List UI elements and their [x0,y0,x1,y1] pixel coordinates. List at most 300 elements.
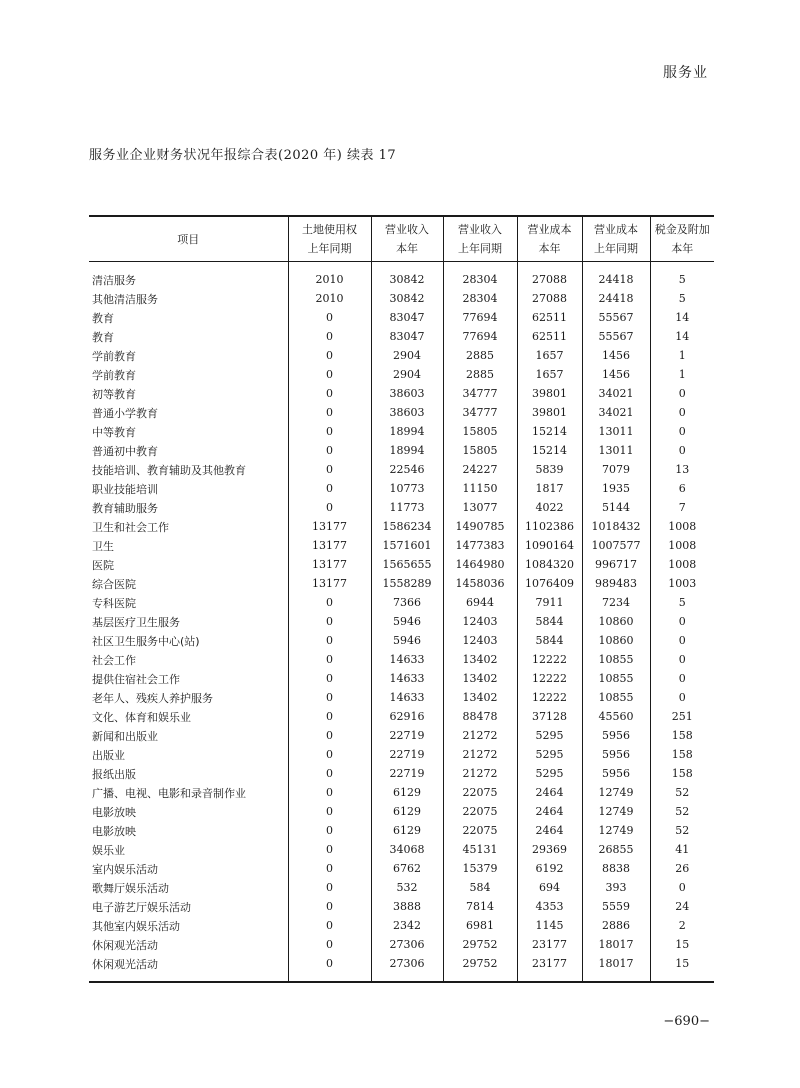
table-cell: 18017 [582,954,650,982]
table-cell: 18017 [582,935,650,954]
table-cell: 13177 [288,536,371,555]
table-cell: 27306 [371,935,443,954]
table-cell: 13011 [582,422,650,441]
table-cell: 12222 [517,650,582,669]
table-cell: 1084320 [517,555,582,574]
table-cell: 34021 [582,403,650,422]
row-label: 室内娱乐活动 [92,862,158,876]
table-cell: 0 [288,783,371,802]
table-cell: 0 [288,669,371,688]
table-cell: 2904 [371,365,443,384]
table-cell: 55567 [582,308,650,327]
table-cell: 6192 [517,859,582,878]
table-cell: 0 [650,441,714,460]
table-cell: 5956 [582,764,650,783]
row-label: 出版业 [92,748,125,762]
table-cell: 6762 [371,859,443,878]
financial-table [89,215,714,983]
table-cell: 2010 [288,262,371,290]
table-cell: 2464 [517,802,582,821]
table-cell: 5295 [517,745,582,764]
table-cell: 22719 [371,726,443,745]
table-cell: 26 [650,859,714,878]
table-cell: 0 [288,878,371,897]
table-cell: 1817 [517,479,582,498]
table-cell: 29369 [517,840,582,859]
table-cell: 0 [288,308,371,327]
column-header: 营业成本 上年同期 [582,216,650,262]
table-cell: 6 [650,479,714,498]
table-cell: 5946 [371,612,443,631]
table-cell: 0 [288,707,371,726]
table-cell: 0 [650,403,714,422]
row-label: 技能培训、教育辅助及其他教育 [92,463,246,477]
table-cell: 15214 [517,441,582,460]
table-title: 服务业企业财务状况年报综合表(2020 年) 续表 17 [89,148,397,163]
table-cell: 2342 [371,916,443,935]
table-cell: 5946 [371,631,443,650]
row-label: 综合医院 [92,577,136,591]
table-cell: 1586234 [371,517,443,536]
table-cell: 6944 [443,593,517,612]
table-cell: 13177 [288,517,371,536]
table-cell: 83047 [371,327,443,346]
row-label: 电子游艺厅娱乐活动 [92,900,191,914]
table-cell: 28304 [443,289,517,308]
table-cell: 5295 [517,726,582,745]
row-label: 中等教育 [92,425,136,439]
table-cell: 2885 [443,346,517,365]
table-row [89,802,714,821]
row-label: 医院 [92,558,114,572]
table-cell: 0 [288,441,371,460]
table-cell: 29752 [443,954,517,982]
table-cell: 27306 [371,954,443,982]
table-row [89,593,714,612]
table-cell: 14633 [371,650,443,669]
table-cell: 13 [650,460,714,479]
table-cell: 77694 [443,308,517,327]
table-cell: 18994 [371,441,443,460]
table-cell: 10855 [582,650,650,669]
table-cell: 52 [650,821,714,840]
table-row [89,783,714,802]
row-label: 社会工作 [92,653,136,667]
table-cell: 13402 [443,650,517,669]
table-row [89,479,714,498]
column-header: 营业收入 本年 [371,216,443,262]
table-cell: 7234 [582,593,650,612]
table-cell: 14 [650,308,714,327]
table-cell: 12222 [517,669,582,688]
table-cell: 24227 [443,460,517,479]
table-cell: 30842 [371,262,443,290]
table-cell: 2904 [371,346,443,365]
table-cell: 0 [650,422,714,441]
row-label: 娱乐业 [92,843,125,857]
table-cell: 14633 [371,669,443,688]
row-label: 歌舞厅娱乐活动 [92,881,169,895]
table-row [89,517,714,536]
table-cell: 1935 [582,479,650,498]
table-row [89,574,714,593]
table-cell: 24 [650,897,714,916]
row-label: 其他清洁服务 [92,292,158,306]
table-cell: 13177 [288,574,371,593]
column-header: 土地使用权 上年同期 [288,216,371,262]
table-row [89,650,714,669]
table-cell: 0 [288,897,371,916]
table-cell: 0 [288,327,371,346]
table-cell: 0 [288,745,371,764]
table-cell: 1007577 [582,536,650,555]
row-label: 文化、体育和娱乐业 [92,710,191,724]
table-row [89,631,714,650]
table-cell: 13011 [582,441,650,460]
table-cell: 41 [650,840,714,859]
row-label: 基层医疗卫生服务 [92,615,180,629]
table-cell: 7079 [582,460,650,479]
table-cell: 6981 [443,916,517,935]
column-header: 营业成本 本年 [517,216,582,262]
table-cell: 2464 [517,783,582,802]
table-row [89,262,714,290]
table-cell: 393 [582,878,650,897]
table-cell: 1456 [582,365,650,384]
table-row [89,954,714,982]
table-cell: 584 [443,878,517,897]
table-cell: 7911 [517,593,582,612]
table-cell: 0 [650,650,714,669]
row-label: 电影放映 [92,824,136,838]
table-cell: 158 [650,726,714,745]
table-row [89,498,714,517]
table-cell: 0 [288,365,371,384]
table-cell: 13177 [288,555,371,574]
table-cell: 996717 [582,555,650,574]
table-cell: 18994 [371,422,443,441]
row-label: 学前教育 [92,349,136,363]
table-cell: 0 [288,479,371,498]
table-row [89,327,714,346]
table-cell: 23177 [517,935,582,954]
row-label: 休闲观光活动 [92,938,158,952]
table-row [89,289,714,308]
table-cell: 0 [650,878,714,897]
table-cell: 5 [650,262,714,290]
table-row [89,612,714,631]
table-row [89,821,714,840]
table-cell: 34021 [582,384,650,403]
table-cell: 10855 [582,669,650,688]
table-cell: 1657 [517,346,582,365]
table-cell: 13402 [443,688,517,707]
table-cell: 5844 [517,631,582,650]
table-row [89,688,714,707]
table-cell: 88478 [443,707,517,726]
table-cell: 15214 [517,422,582,441]
table-cell: 52 [650,802,714,821]
table-row [89,308,714,327]
table-cell: 1458036 [443,574,517,593]
row-label: 电影放映 [92,805,136,819]
table-row [89,422,714,441]
table-cell: 12222 [517,688,582,707]
table-cell: 0 [288,954,371,982]
table-cell: 6129 [371,821,443,840]
table-cell: 1102386 [517,517,582,536]
table-cell: 11773 [371,498,443,517]
table-row [89,745,714,764]
row-label: 教育辅助服务 [92,501,158,515]
table-row [89,859,714,878]
table-cell: 52 [650,783,714,802]
row-label: 报纸出版 [92,767,136,781]
table-row [89,536,714,555]
table-row [89,460,714,479]
table-cell: 15379 [443,859,517,878]
row-label: 职业技能培训 [92,482,158,496]
table-cell: 5 [650,593,714,612]
table-header-row [89,216,714,262]
table-row [89,878,714,897]
table-cell: 0 [288,916,371,935]
table-cell: 1657 [517,365,582,384]
table-cell: 15 [650,954,714,982]
table-cell: 1008 [650,555,714,574]
table-cell: 27088 [517,262,582,290]
column-header: 项目 [89,216,288,262]
table-cell: 21272 [443,726,517,745]
row-label: 教育 [92,311,114,325]
table-cell: 22075 [443,802,517,821]
table-cell: 22075 [443,783,517,802]
table-cell: 5839 [517,460,582,479]
column-header: 营业收入 上年同期 [443,216,517,262]
table-row [89,916,714,935]
table-cell: 22075 [443,821,517,840]
table-cell: 1490785 [443,517,517,536]
table-cell: 0 [288,650,371,669]
table-cell: 7 [650,498,714,517]
table-cell: 0 [650,631,714,650]
table-cell: 11150 [443,479,517,498]
table-cell: 10860 [582,631,650,650]
table-cell: 2886 [582,916,650,935]
table-cell: 0 [288,821,371,840]
table-cell: 0 [288,460,371,479]
table-cell: 39801 [517,403,582,422]
table-cell: 1456 [582,346,650,365]
table-cell: 27088 [517,289,582,308]
row-label: 提供住宿社会工作 [92,672,180,686]
table-cell: 251 [650,707,714,726]
table-body [89,262,714,983]
row-label: 广播、电视、电影和录音制作业 [92,786,246,800]
table-cell: 5144 [582,498,650,517]
page-number: −690− [663,1014,710,1029]
table-cell: 24418 [582,289,650,308]
table-cell: 5559 [582,897,650,916]
table-cell: 23177 [517,954,582,982]
table-cell: 6129 [371,783,443,802]
table-cell: 0 [288,346,371,365]
table-cell: 0 [650,612,714,631]
table-cell: 0 [288,840,371,859]
row-label: 普通初中教育 [92,444,158,458]
running-head: 服务业 [663,65,708,81]
table-cell: 77694 [443,327,517,346]
table-cell: 15805 [443,422,517,441]
table-cell: 0 [288,935,371,954]
row-label: 老年人、残疾人养护服务 [92,691,213,705]
table-cell: 83047 [371,308,443,327]
table-row [89,897,714,916]
row-label: 社区卫生服务中心(站) [92,634,200,648]
table-cell: 2010 [288,289,371,308]
table-row [89,840,714,859]
table-cell: 7814 [443,897,517,916]
table-cell: 21272 [443,764,517,783]
table-cell: 2464 [517,821,582,840]
table-cell: 0 [288,802,371,821]
table-cell: 8838 [582,859,650,878]
table-cell: 29752 [443,935,517,954]
table-cell: 12403 [443,631,517,650]
table-cell: 22719 [371,745,443,764]
table-cell: 0 [288,422,371,441]
table-row [89,403,714,422]
table-cell: 15805 [443,441,517,460]
table-row [89,669,714,688]
table-cell: 2 [650,916,714,935]
table-cell: 15 [650,935,714,954]
column-header: 税金及附加 本年 [650,216,714,262]
table-cell: 1008 [650,517,714,536]
table-cell: 5956 [582,745,650,764]
table-cell: 1565655 [371,555,443,574]
table-cell: 34777 [443,384,517,403]
row-label: 专科医院 [92,596,136,610]
table-cell: 30842 [371,289,443,308]
table-cell: 45560 [582,707,650,726]
table-cell: 14 [650,327,714,346]
table-cell: 5844 [517,612,582,631]
row-label: 普通小学教育 [92,406,158,420]
table-cell: 5 [650,289,714,308]
row-label: 学前教育 [92,368,136,382]
table-cell: 1464980 [443,555,517,574]
table-cell: 39801 [517,384,582,403]
table-cell: 532 [371,878,443,897]
table-cell: 14633 [371,688,443,707]
table-cell: 55567 [582,327,650,346]
table-cell: 7366 [371,593,443,612]
row-label: 其他室内娱乐活动 [92,919,180,933]
table-cell: 5295 [517,764,582,783]
row-label: 卫生 [92,539,114,553]
table-row [89,555,714,574]
table-cell: 38603 [371,403,443,422]
table-cell: 3888 [371,897,443,916]
table-cell: 0 [288,631,371,650]
table-row [89,764,714,783]
table-row [89,365,714,384]
table-cell: 62916 [371,707,443,726]
table-cell: 22719 [371,764,443,783]
table-row [89,384,714,403]
table-cell: 22546 [371,460,443,479]
table-cell: 0 [288,498,371,517]
table-cell: 26855 [582,840,650,859]
table-cell: 1090164 [517,536,582,555]
table-cell: 34777 [443,403,517,422]
table-cell: 12749 [582,821,650,840]
table-cell: 0 [288,612,371,631]
row-label: 清洁服务 [92,273,136,287]
table-cell: 38603 [371,384,443,403]
table-row [89,441,714,460]
table-cell: 1145 [517,916,582,935]
table-cell: 5956 [582,726,650,745]
table-cell: 4022 [517,498,582,517]
table-cell: 0 [650,688,714,707]
table-cell: 10855 [582,688,650,707]
table-cell: 1 [650,346,714,365]
row-label: 休闲观光活动 [92,957,158,971]
row-label: 教育 [92,330,114,344]
table-cell: 0 [288,859,371,878]
table-cell: 1477383 [443,536,517,555]
table-row [89,707,714,726]
table-row [89,726,714,745]
table-cell: 12749 [582,802,650,821]
table-cell: 1571601 [371,536,443,555]
table-cell: 1003 [650,574,714,593]
table-cell: 1018432 [582,517,650,536]
table-cell: 989483 [582,574,650,593]
table-cell: 13402 [443,669,517,688]
table-cell: 6129 [371,802,443,821]
table-cell: 21272 [443,745,517,764]
table-cell: 10860 [582,612,650,631]
table-cell: 0 [650,669,714,688]
table-cell: 0 [288,726,371,745]
table-cell: 1558289 [371,574,443,593]
table-cell: 37128 [517,707,582,726]
table-row [89,346,714,365]
table-cell: 24418 [582,262,650,290]
table-cell: 1076409 [517,574,582,593]
table-cell: 12403 [443,612,517,631]
table-cell: 0 [288,403,371,422]
table-cell: 0 [288,688,371,707]
table-cell: 1 [650,365,714,384]
table-cell: 0 [288,384,371,403]
table-cell: 694 [517,878,582,897]
table-row [89,935,714,954]
table-cell: 0 [288,764,371,783]
table-cell: 158 [650,745,714,764]
row-label: 新闻和出版业 [92,729,158,743]
table-cell: 0 [288,593,371,612]
table-cell: 1008 [650,536,714,555]
row-label: 初等教育 [92,387,136,401]
table-cell: 2885 [443,365,517,384]
table-cell: 34068 [371,840,443,859]
table-cell: 158 [650,764,714,783]
table-cell: 62511 [517,308,582,327]
